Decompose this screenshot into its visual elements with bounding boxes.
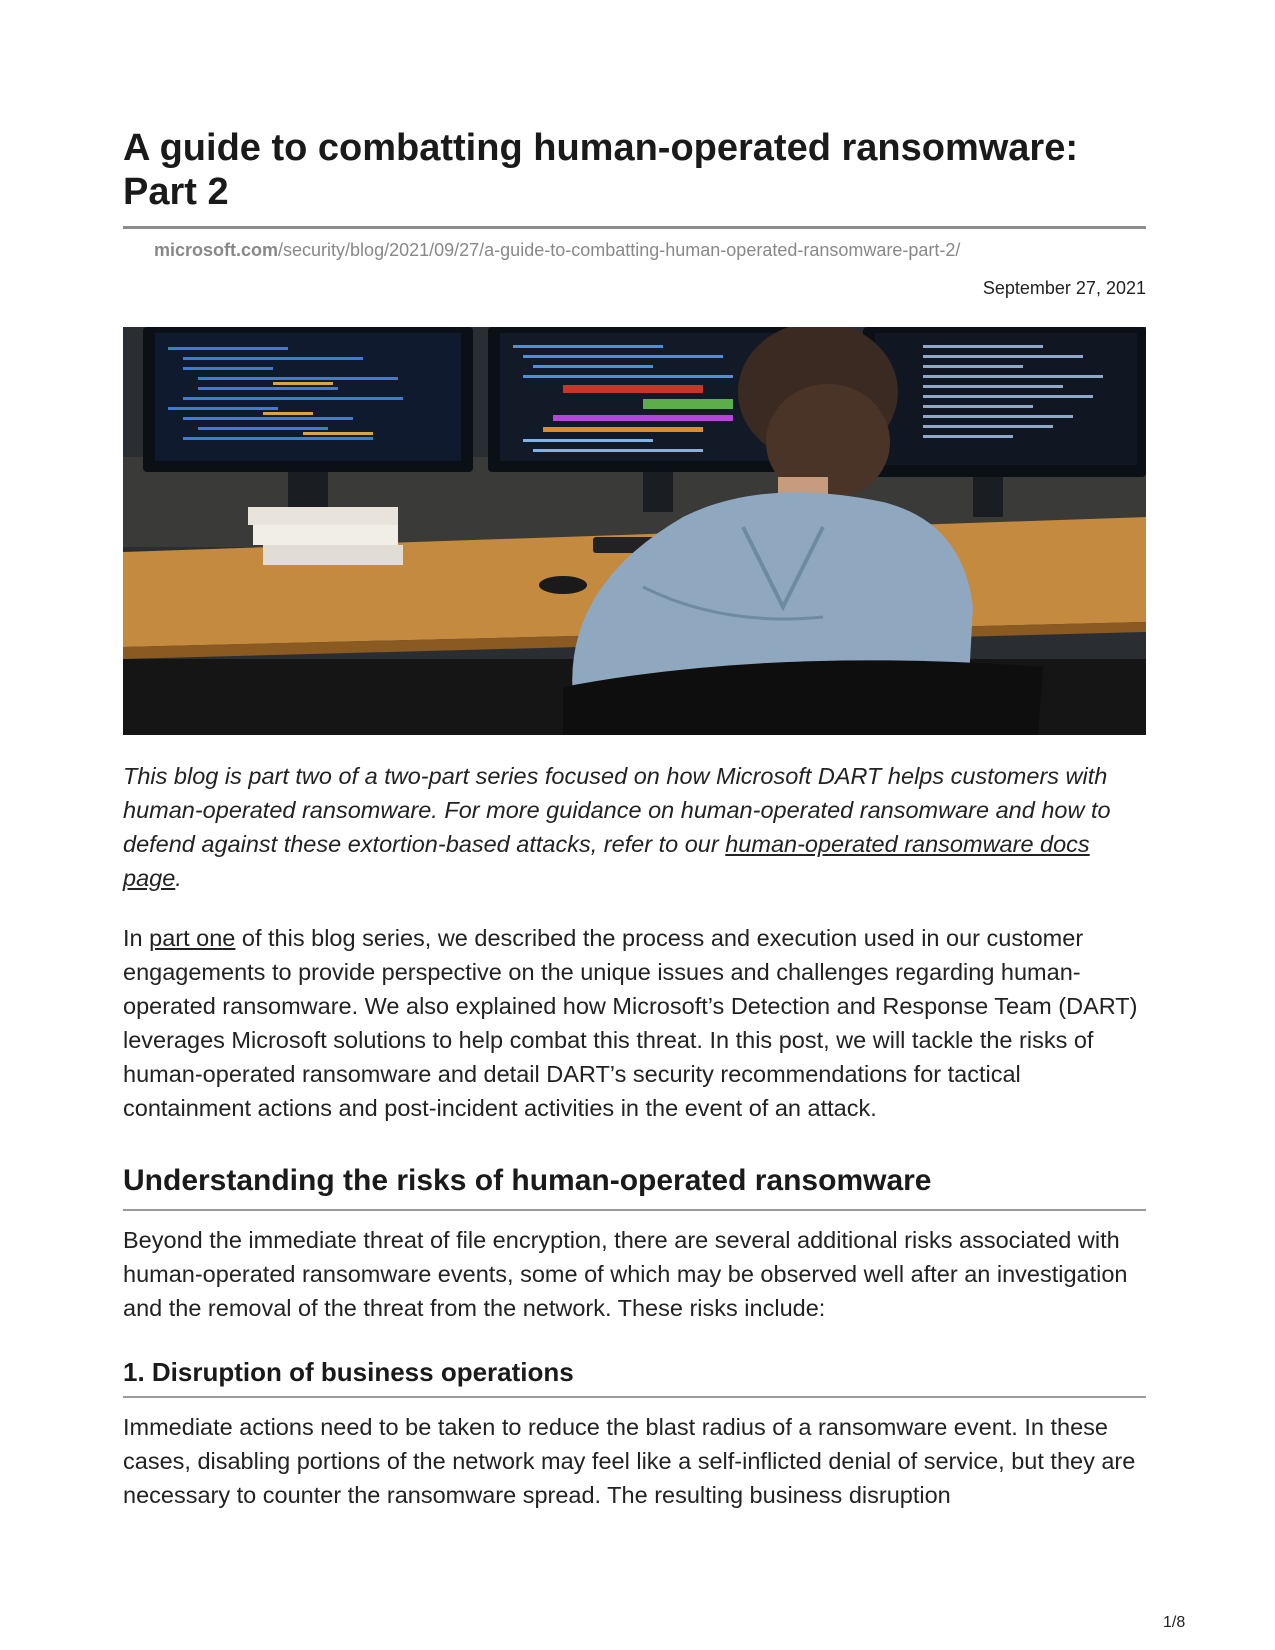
intro-end: . — [175, 865, 182, 891]
article-title: A guide to combatting human-operated ransomware: Part 2 — [123, 127, 1079, 213]
part-one-link[interactable]: part one — [149, 925, 236, 951]
intro-paragraph — [123, 759, 1146, 895]
source-domain: microsoft.com — [154, 240, 279, 260]
section-divider — [123, 1209, 1146, 1211]
hero-image — [123, 327, 1146, 735]
body-paragraph-2: Beyond the immediate threat of file encryption, there are several additional risks associated with human-operated ransomware events, some of which may be observed well after an investigation and the removal of the threat from the network. These risks include: — [123, 1227, 1128, 1321]
paragraph-1-start: In — [123, 925, 150, 951]
publish-date: September 27, 2021 — [982, 278, 1146, 298]
subsection-divider — [123, 1396, 1146, 1398]
body-paragraph-3: Immediate actions need to be taken to reduce the blast radius of a ransomware event. In these cases, disabling portions of the network may feel like a self-inflicted denial of service, but they are necessary to counter the ransomware spread. The resulting business disruption — [123, 1414, 1136, 1508]
page-number: 1/8 — [1163, 1614, 1186, 1631]
title-divider — [123, 226, 1146, 229]
docs-page-link[interactable]: human-operated ransomware docs page — [123, 831, 1090, 891]
source-path: /security/blog/2021/09/27/a-guide-to-combatting-human-operated-ransomware-part-2/ — [278, 240, 961, 260]
body-paragraph-1 — [123, 921, 1146, 1125]
intro-text: This blog is part two of a two-part series focused on how Microsoft DART helps customers with human-operated ransomware. For more guidance on human-operated ransomware and how to defend against these extortion-based attacks, refer to our — [123, 763, 1111, 857]
source-url[interactable] — [154, 240, 960, 261]
paragraph-1-text: of this blog series, we described the process and execution used in our customer engagements to provide perspective on the unique issues and challenges regarding human-operated ransomware. We also explained how Microsoft’s Detection and Response Team (DART) leverages Microsoft solutions to help combat this threat. In this post, we will tackle the risks of human-operated ransomware and detail DART’s security recommendations for tactical containment actions and post-incident activities in the event of an attack. — [123, 925, 1138, 1121]
subsection-heading-disruption: 1. Disruption of business operations — [123, 1357, 574, 1387]
section-heading-risks: Understanding the risks of human-operated ransomware — [123, 1164, 932, 1197]
